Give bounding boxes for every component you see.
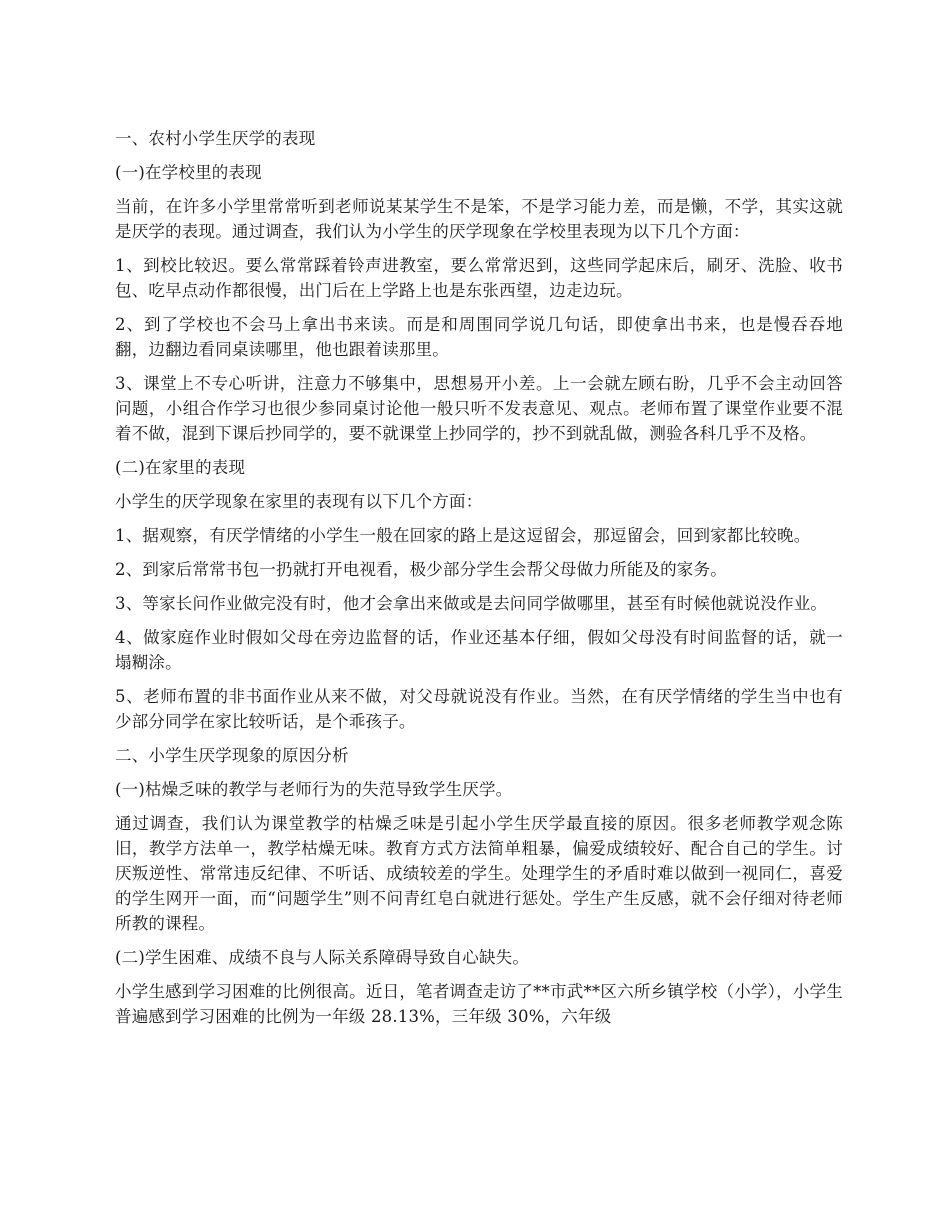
paragraph-home-4: 4、做家庭作业时假如父母在旁边监督的话，作业还基本仔细，假如父母没有时间监督的话，就一塌糊涂。: [115, 628, 843, 672]
section-heading-2: 二、小学生厌学现象的原因分析: [115, 746, 349, 765]
section-heading-1: 一、农村小学生厌学的表现: [115, 129, 316, 148]
subsection-heading-school: (一)在学校里的表现: [115, 163, 262, 182]
subsection-heading-difficulty: (二)学生困难、成绩不良与人际关系障碍导致自心缺失。: [115, 948, 530, 967]
paragraph-school-3: 3、课堂上不专心听讲，注意力不够集中，思想易开小差。上一会就左顾右盼，几乎不会主动回答问题，小组合作学习也很少参同桌讨论他一般只听不发表意见、观点。老师布置了课堂作业要不混着不做，混到下课后抄同学的，要不就课堂上抄同学的，抄不到就乱做，测验各科几乎不及格。: [115, 374, 843, 443]
paragraph-home-5: 5、老师布置的非书面作业从来不做，对父母就说没有作业。当然，在有厌学情绪的学生当中也有少部分同学在家比较听话，是个乖孩子。: [115, 687, 843, 731]
paragraph-home-intro: 小学生的厌学现象在家里的表现有以下几个方面：: [115, 492, 483, 511]
paragraph-home-2: 2、到家后常常书包一扔就打开电视看，极少部分学生会帮父母做力所能及的家务。: [115, 560, 727, 579]
paragraph-school-2: 2、到了学校也不会马上拿出书来读。而是和周围同学说几句话，即使拿出书来，也是慢吞吞地翻，边翻边看同桌读哪里，他也跟着读那里。: [115, 315, 843, 359]
paragraph-intro: 当前，在许多小学里常常听到老师说某某学生不是笨，不是学习能力差，而是懒，不学，其实这就是厌学的表现。通过调查，我们认为小学生的厌学现象在学校里表现为以下几个方面：: [115, 197, 843, 241]
paragraph-teaching: 通过调查，我们认为课堂教学的枯燥乏味是引起小学生厌学最直接的原因。很多老师教学观念陈旧，教学方法单一，教学枯燥无味。教育方式方法简单粗暴，偏爱成绩较好、配合自己的学生。讨厌叛逆性、常常违反纪律、不听话、成绩较差的学生。处理学生的矛盾时难以做到一视同仁，喜爱的学生网开一面，而“问题学生”则不问青红皂白就进行惩处。学生产生反感，就不会仔细对待老师所教的课程。: [115, 814, 843, 933]
paragraph-difficulty: 小学生感到学习困难的比例很高。近日，笔者调查走访了**市武**区六所乡镇学校（小学），小学生普遍感到学习困难的比例为一年级 28.13%，三年级 30%，六年级: [115, 982, 843, 1026]
paragraph-home-3: 3、等家长问作业做完没有时，他才会拿出来做或是去问同学做哪里，甚至有时候他就说没作业。: [115, 594, 828, 613]
paragraph-school-1: 1、到校比较迟。要么常常踩着铃声进教室，要么常常迟到，这些同学起床后，刷牙、洗脸、收书包、吃早点动作都很慢，出门后在上学路上也是东张西望，边走边玩。: [115, 256, 843, 300]
subsection-heading-home: (二)在家里的表现: [115, 458, 246, 477]
paragraph-home-1: 1、据观察，有厌学情绪的小学生一般在回家的路上是这逗留会，那逗留会，回到家都比较晚。: [115, 526, 811, 545]
subsection-heading-teaching: (一)枯燥乏味的教学与老师行为的失范导致学生厌学。: [115, 780, 513, 799]
document-body: [115, 126, 843, 1038]
